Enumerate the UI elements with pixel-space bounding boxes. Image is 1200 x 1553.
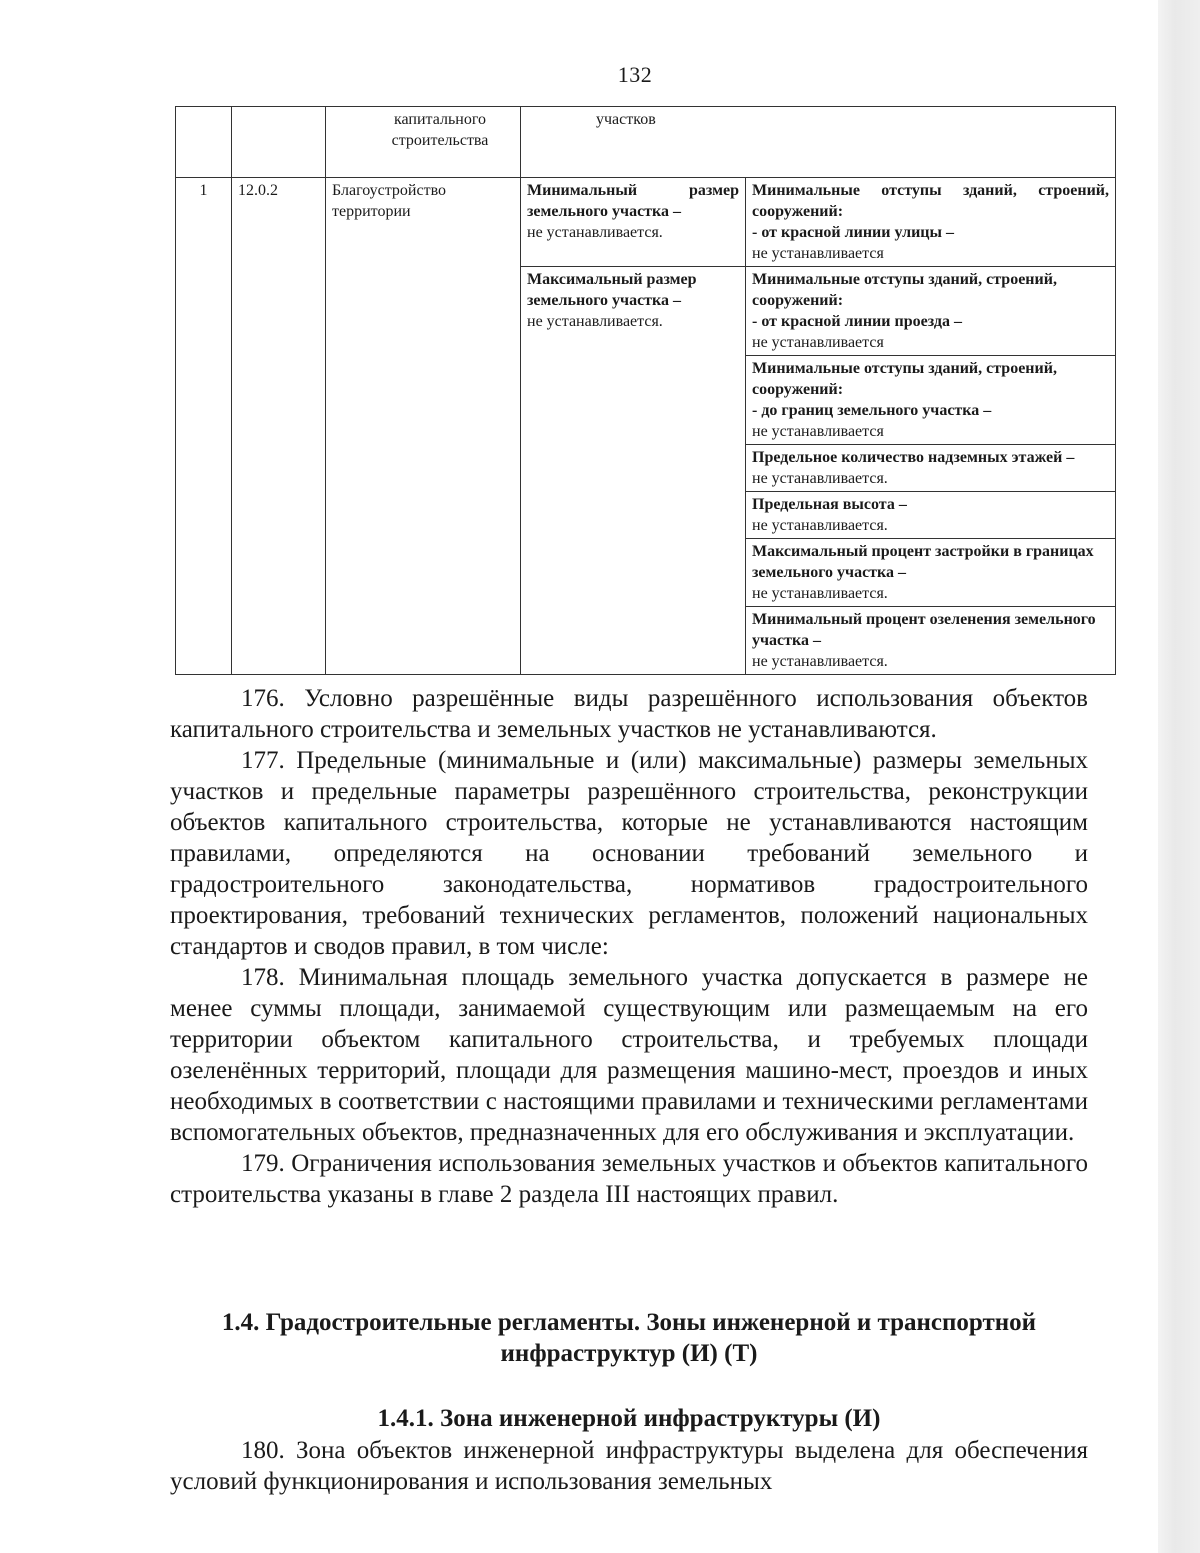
paragraph-177: 177. Предельные (минимальные и (или) максимальные) размеры земельных участков и предельные параметры разрешённого строительства, реконструкции объектов капитального строительства, которые не устанавливаются настоящим правилами, определяются на основании требований земельного и градостроительного законодательства, нормативов градостроительного проектирования, требований технических регламентов, положений национальных стандартов и сводов правил, в том числе: [170, 747, 1088, 960]
param-value: не устанавливается. [752, 517, 888, 534]
param-value: не устанавливается [752, 334, 884, 351]
param-cell-build-percent [746, 539, 1116, 607]
param-title: Предельное количество надземных этажей – [752, 449, 1075, 466]
row-code-cell: 12.0.2 [232, 178, 326, 675]
param-cell-floors [746, 445, 1116, 492]
param-cell-height [746, 492, 1116, 539]
param-subtitle: - от красной линии проезда – [752, 313, 962, 330]
scan-edge-shadow [1158, 0, 1200, 1553]
param-cell-green-percent [746, 607, 1116, 675]
row-name-cell: Благоустройство территории [326, 178, 521, 675]
row-number-cell: 1 [176, 178, 232, 675]
param-subtitle: - до границ земельного участка – [752, 402, 992, 419]
param-title: Максимальный процент застройки в границах земельного участка – [752, 543, 1094, 581]
param-value: не устанавливается. [752, 470, 888, 487]
param-value: не устанавливается. [752, 653, 888, 670]
paragraph-178: 178. Минимальная площадь земельного участка допускается в размере не менее суммы площади, занимаемой существующим или размещаемым на его территории объектом капитального строительства, и требуемых площади озеленённых территорий, площади для размещения машино-мест, проездов и иных необходимых в соответствии с настоящими правилами и техническими регламентами вспомогательных объектов, предназначенных для его обслуживания и эксплуатации. [170, 964, 1088, 1146]
param-value: не устанавливается [752, 245, 884, 262]
paragraph-179: 179. Ограничения использования земельных участков и объектов капитального строительства указаны в главе 2 раздела III настоящих правил. [170, 1150, 1088, 1208]
body-text-block-2 [170, 1435, 1088, 1497]
param-subtitle: - от красной линии улицы – [752, 224, 954, 241]
min-area-label: Минимальный размер земельного участка – [527, 182, 739, 220]
section-heading-1-4-1: 1.4.1. Зона инженерной инфраструктуры (И) [377, 1405, 881, 1432]
paragraph-180: 180. Зона объектов инженерной инфраструктуры выделена для обеспечения условий функционирования и использования земельных [170, 1437, 1088, 1495]
table-row [176, 178, 1116, 267]
max-area-label: Максимальный размер земельного участка – [527, 271, 697, 309]
body-text-block-1 [170, 683, 1088, 1210]
param-title: Минимальный процент озеленения земельного участка – [752, 611, 1096, 649]
param-title: Минимальные отступы зданий, строений, сооружений: [752, 182, 1110, 220]
table-cell-empty [176, 107, 232, 178]
param-title: Минимальные отступы зданий, строений, сооружений: [752, 271, 1057, 309]
table-header-row [176, 107, 1116, 178]
min-area-value: не устанавливается. [527, 224, 663, 241]
param-cell-red-line-driveway [746, 267, 1116, 356]
param-value: не устанавливается. [752, 585, 888, 602]
section-heading-1-4: 1.4. Градостроительные регламенты. Зоны инженерной и транспортной инфраструктур (И) (Т) [221, 1309, 1037, 1367]
table-cell-plots: участков [521, 107, 1116, 178]
param-cell-plot-boundary [746, 356, 1116, 445]
min-area-cell [521, 178, 746, 267]
paragraph-176: 176. Условно разрешённые виды разрешённого использования объектов капитального строительства и земельных участков не устанавливаются. [170, 685, 1088, 743]
page-number: 132 [617, 62, 653, 87]
param-title: Минимальные отступы зданий, строений, сооружений: [752, 360, 1057, 398]
max-area-cell [521, 267, 746, 675]
table-cell-object-type: капитального строительства [326, 107, 521, 178]
table-cell-empty [232, 107, 326, 178]
max-area-value: не устанавливается. [527, 313, 663, 330]
param-title: Предельная высота – [752, 496, 907, 513]
param-value: не устанавливается [752, 423, 884, 440]
regulations-table [175, 106, 1116, 675]
param-cell-red-line-street [746, 178, 1116, 267]
